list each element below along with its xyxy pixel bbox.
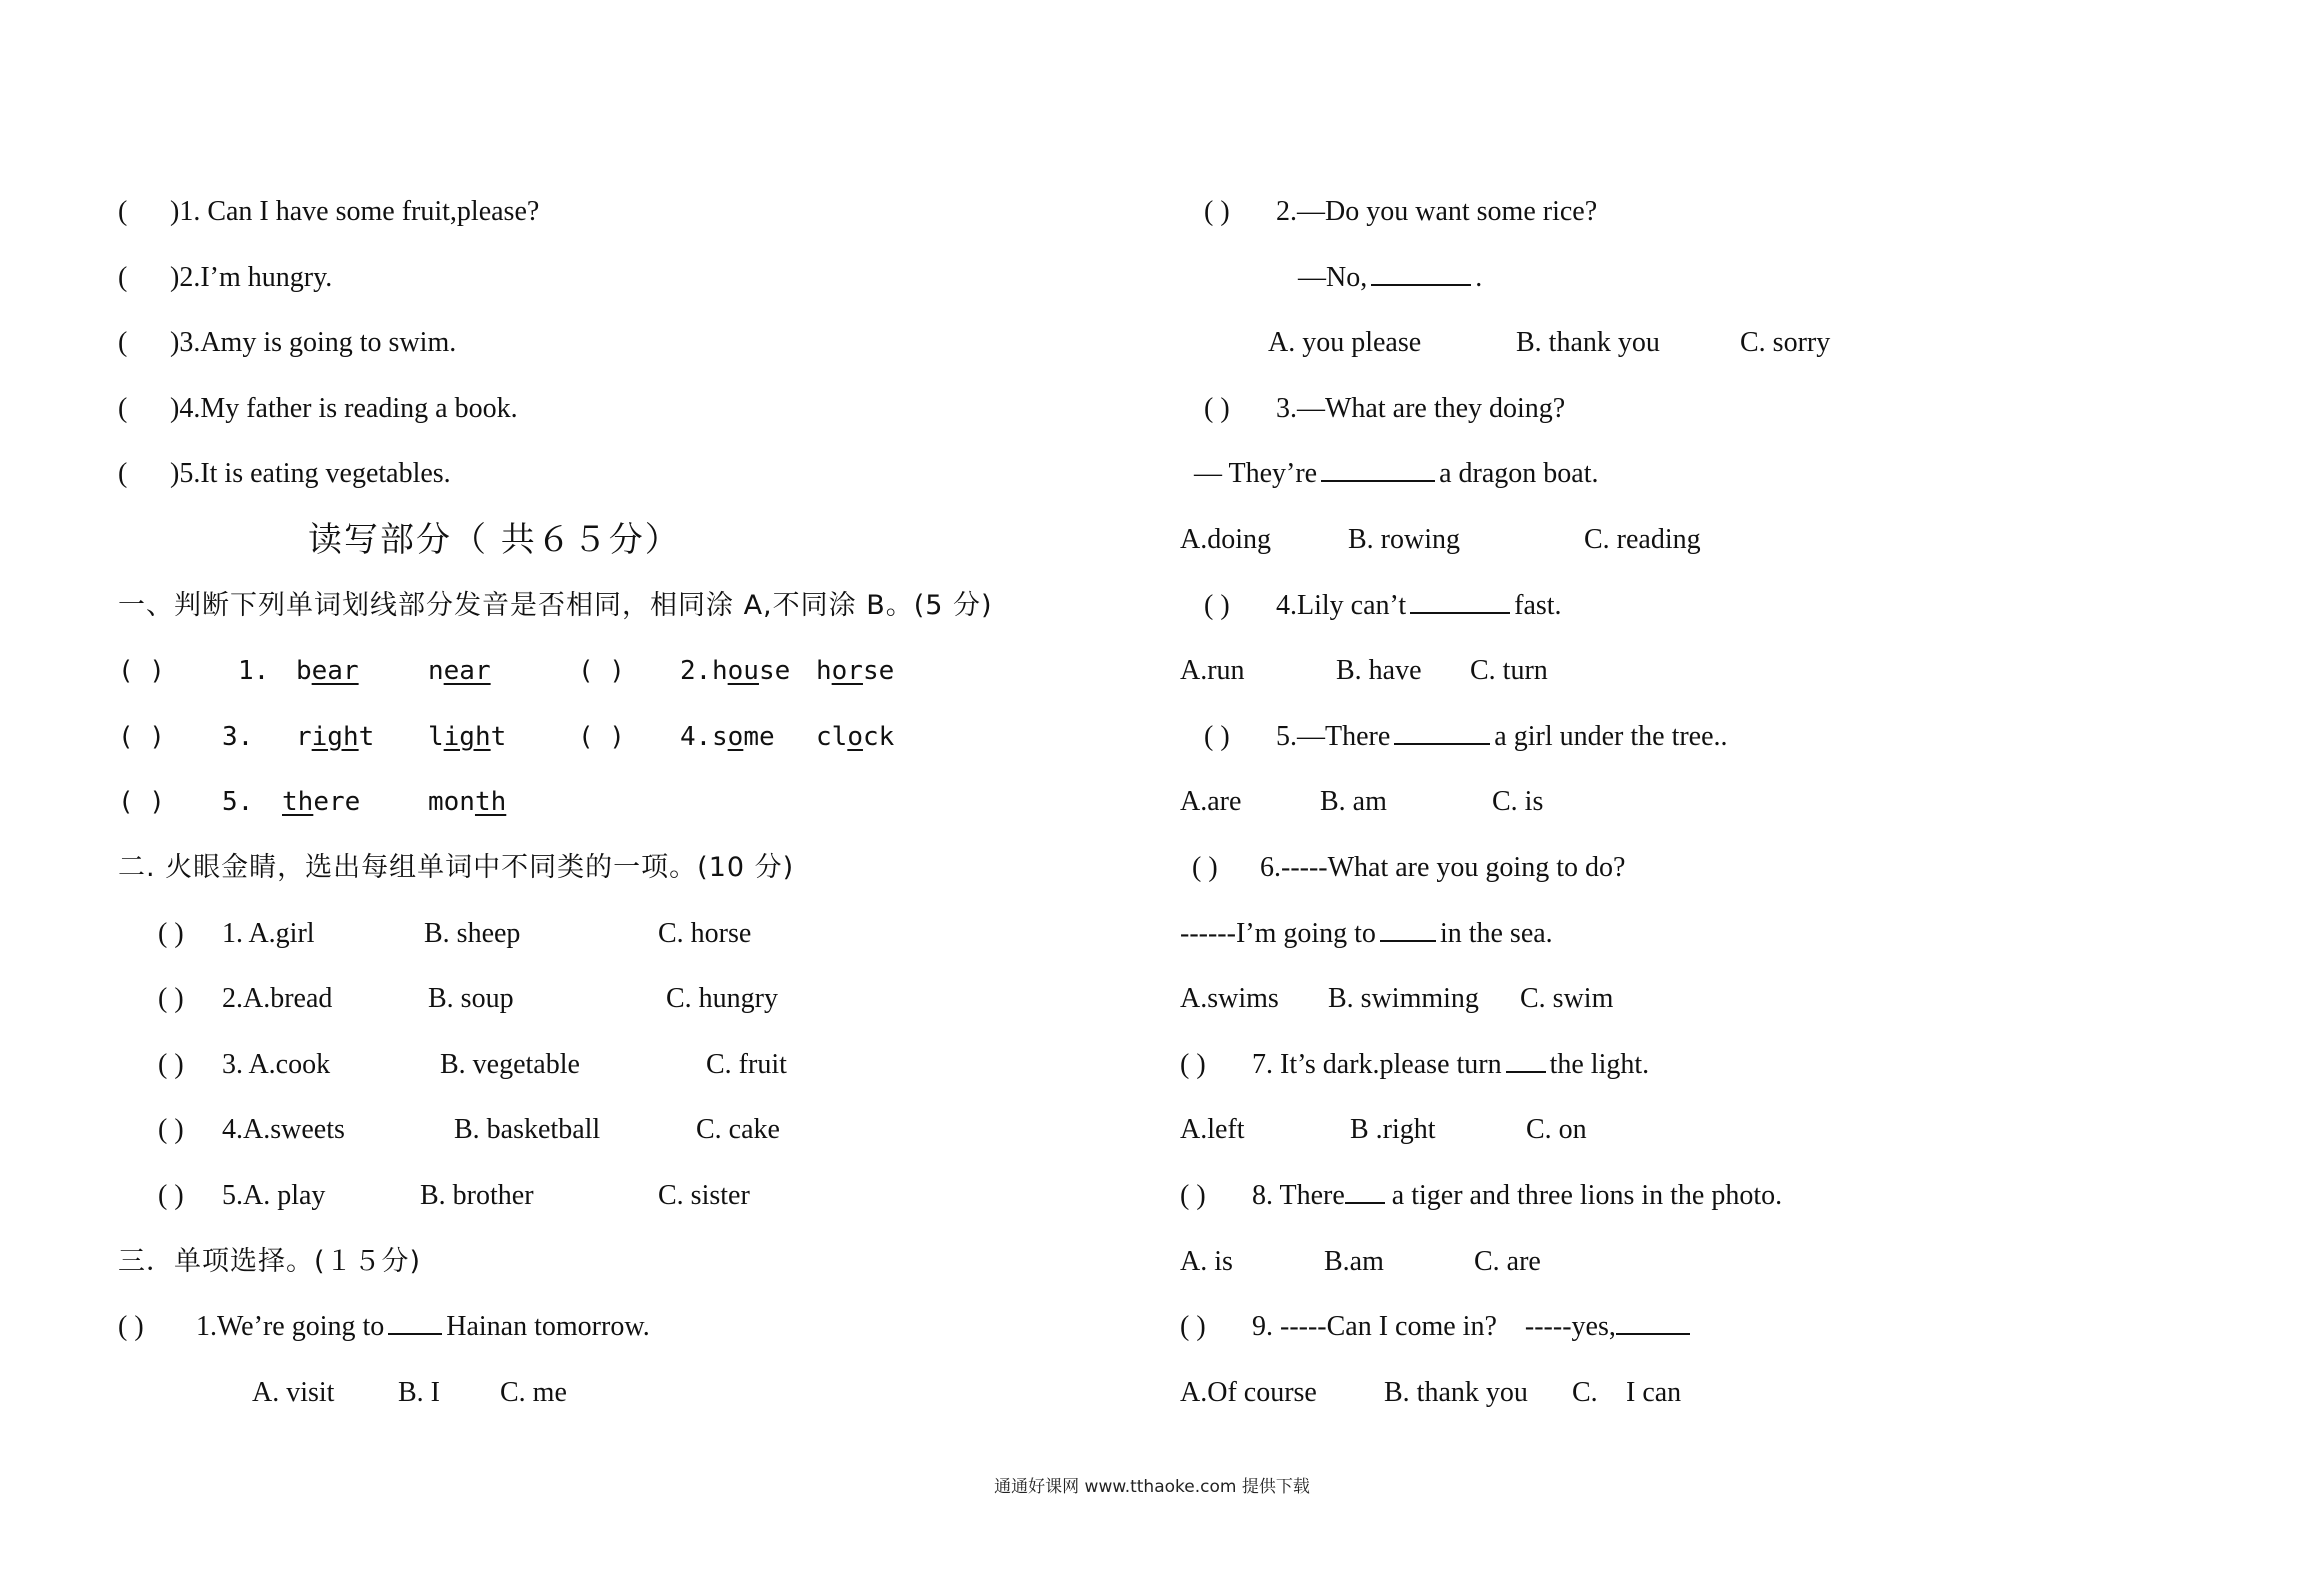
classify-row-3 — [118, 1041, 1128, 1107]
option-b: B. brother — [420, 1179, 534, 1211]
word-clock: clock — [816, 721, 895, 752]
right-column — [1180, 188, 2240, 1434]
option-a: 1. A.girl — [222, 917, 315, 949]
option-c: C. turn — [1470, 655, 1548, 687]
option-b: B. sheep — [424, 917, 521, 949]
option-b: B. swimming — [1328, 983, 1479, 1015]
listening-item-2 — [118, 254, 1128, 320]
answer-paren: ( ) — [158, 917, 184, 949]
pronunciation-row-1 — [118, 647, 1128, 713]
choice-options-7 — [1180, 1106, 2240, 1172]
question-text: 6.-----What are you going to do? — [1260, 851, 1626, 883]
item-number: 1. — [238, 656, 270, 687]
question-text-end: the light. — [1549, 1048, 1650, 1080]
option-b: B. I — [398, 1376, 440, 1408]
option-c: C. fruit — [706, 1048, 787, 1080]
option-b: B. soup — [428, 983, 514, 1015]
answer-paren: ( ) — [158, 1114, 184, 1146]
option-b: B. vegetable — [440, 1048, 580, 1080]
answer-paren: ( ) — [158, 1048, 184, 1080]
word-there: there — [282, 787, 361, 818]
option-a: A.left — [1180, 1114, 1245, 1146]
question-text-end: a girl under the tree.. — [1494, 720, 1728, 752]
choice-options-9 — [1180, 1369, 2240, 1435]
underlined-part: o — [847, 721, 863, 752]
answer-prefix: — They’re — [1194, 458, 1318, 490]
choice-options-1 — [118, 1369, 1128, 1435]
option-a: 4.A.sweets — [222, 1114, 345, 1146]
answer-paren: ( ) — [1180, 1048, 1206, 1080]
question-text: )1. Can I have some fruit,please? — [170, 196, 540, 227]
question-text: )3.Amy is going to swim. — [170, 327, 457, 359]
answer-paren: ( ) — [118, 1311, 144, 1343]
answer-paren: ( ) — [118, 656, 165, 687]
question-text: 1.We’re going to — [196, 1311, 385, 1343]
pronunciation-row-2 — [118, 713, 1128, 779]
listening-item-4 — [118, 385, 1128, 451]
option-c: C. horse — [658, 917, 752, 949]
option-b: B. basketball — [454, 1114, 601, 1146]
option-c: C. swim — [1520, 983, 1614, 1015]
option-c: C. — [1572, 1376, 1598, 1408]
answer-paren: ( ) — [1204, 589, 1230, 621]
answer-line-2 — [1180, 254, 2240, 320]
classify-row-2 — [118, 975, 1128, 1041]
question-text: 9. -----Can I come in? -----yes, — [1252, 1311, 1616, 1343]
answer-blank — [1394, 713, 1490, 745]
answer-paren: ( ) — [118, 721, 165, 752]
word-near: near — [428, 656, 491, 687]
answer-paren: ( — [118, 196, 128, 227]
option-a: A. you please — [1268, 327, 1422, 359]
section-title: 读写部分（ 共６５分） — [308, 519, 681, 560]
choice-options-2 — [1180, 319, 2240, 385]
choice-question-9 — [1180, 1303, 2240, 1369]
answer-paren: ( ) — [1180, 1311, 1206, 1343]
answer-paren: ( ) — [158, 983, 184, 1015]
underlined-part: th — [282, 787, 314, 818]
choice-question-3 — [1180, 385, 2240, 451]
answer-paren: ( — [118, 458, 128, 490]
choice-question-7 — [1180, 1041, 2240, 1107]
item-number: 5. — [222, 787, 254, 818]
choice-question-5 — [1180, 713, 2240, 779]
question-text-end: Hainan tomorrow. — [446, 1311, 650, 1343]
answer-paren: ( ) — [1204, 392, 1230, 424]
word-right: right — [296, 721, 375, 752]
option-c: C. sister — [658, 1179, 750, 1211]
option-b: B. rowing — [1348, 523, 1460, 555]
answer-paren: ( — [118, 392, 128, 424]
option-c: C. hungry — [666, 983, 778, 1015]
option-a: A. is — [1180, 1245, 1233, 1277]
option-a: A.Of course — [1180, 1376, 1317, 1408]
word-house: house — [712, 656, 791, 687]
answer-suffix: a dragon boat. — [1439, 458, 1599, 490]
answer-paren: ( ) — [1204, 196, 1230, 227]
answer-line-6 — [1180, 910, 2240, 976]
answer-blank — [1506, 1041, 1546, 1073]
option-b: B .right — [1350, 1114, 1436, 1146]
option-b: B. have — [1336, 655, 1422, 687]
answer-paren: ( ) — [578, 656, 625, 687]
answer-paren: ( ) — [158, 1179, 184, 1211]
answer-blank — [1345, 1172, 1385, 1204]
choice-options-4 — [1180, 647, 2240, 713]
underlined-part: igh — [443, 721, 491, 752]
answer-paren: ( ) — [1180, 1179, 1206, 1211]
listening-item-1 — [118, 188, 1128, 254]
answer-blank — [388, 1303, 442, 1335]
option-a: A.swims — [1180, 983, 1279, 1015]
choice-question-2 — [1180, 188, 2240, 254]
option-c: C. are — [1474, 1245, 1541, 1277]
word-bear: bear — [296, 656, 359, 687]
question-text: 7. It’s dark.please turn — [1252, 1048, 1502, 1080]
section-2-title: 二. 火眼金睛，选出每组单词中不同类的一项。(10 分) — [118, 851, 795, 883]
option-a: A.run — [1180, 655, 1245, 687]
left-column — [118, 188, 1128, 1434]
answer-prefix: ------I’m going to — [1180, 917, 1376, 949]
underlined-part: o — [727, 721, 744, 752]
footer-watermark: 通通好课网 www.tthaoke.com 提供下载 — [994, 1477, 1310, 1497]
option-c: C. on — [1526, 1114, 1587, 1146]
choice-question-1 — [118, 1303, 1128, 1369]
choice-options-3 — [1180, 516, 2240, 582]
option-a: 3. A.cook — [222, 1048, 331, 1080]
item-number: 3. — [222, 721, 254, 752]
word-some: some — [712, 721, 775, 752]
option-c: C. sorry — [1740, 327, 1831, 359]
underlined-part: igh — [311, 721, 359, 752]
option-c: C. cake — [696, 1114, 780, 1146]
underlined-part: ou — [727, 656, 759, 687]
option-c: C. is — [1492, 786, 1544, 818]
question-text: )5.It is eating vegetables. — [170, 458, 451, 490]
choice-options-8 — [1180, 1238, 2240, 1304]
item-number: 4. — [680, 721, 712, 752]
choice-options-5 — [1180, 778, 2240, 844]
answer-blank — [1321, 450, 1435, 482]
listening-item-3 — [118, 319, 1128, 385]
choice-question-4 — [1180, 582, 2240, 648]
underlined-part: ear — [443, 656, 491, 687]
word-horse: horse — [816, 656, 895, 687]
option-b: B. thank you — [1384, 1376, 1528, 1408]
section-3-title: 三．单项选择。(１５分) — [118, 1245, 422, 1277]
option-a: A.are — [1180, 786, 1242, 818]
question-text: )2.I’m hungry. — [170, 261, 333, 293]
word-month: month — [428, 787, 507, 818]
answer-line-3 — [1180, 450, 2240, 516]
underlined-part: th — [474, 787, 507, 818]
word-light: light — [428, 721, 507, 752]
question-text-end: fast. — [1514, 589, 1562, 621]
option-a: A.doing — [1180, 523, 1271, 555]
answer-paren: ( ) — [1204, 720, 1230, 752]
question-text: 8. There — [1252, 1179, 1345, 1211]
option-a: A. visit — [252, 1376, 335, 1408]
option-a: 2.A.bread — [222, 983, 333, 1015]
option-b: B. am — [1320, 786, 1387, 818]
question-text-end: a tiger and three lions in the photo. — [1391, 1179, 1783, 1211]
pronunciation-row-3 — [118, 778, 1128, 844]
answer-paren: ( ) — [118, 787, 165, 818]
question-text: )4.My father is reading a book. — [170, 392, 518, 424]
option-b: B. thank you — [1516, 327, 1660, 359]
listening-item-5 — [118, 450, 1128, 516]
answer-blank — [1380, 910, 1436, 942]
classify-row-5 — [118, 1172, 1128, 1238]
option-c: C. me — [500, 1376, 567, 1408]
answer-blank — [1371, 254, 1471, 286]
answer-blank — [1410, 582, 1510, 614]
section-1-title: 一、判断下列单词划线部分发音是否相同，相同涂 A,不同涂 B。(5 分) — [118, 589, 993, 621]
item-number: 2. — [680, 656, 712, 687]
choice-question-8 — [1180, 1172, 2240, 1238]
question-text: 4.Lily can’t — [1276, 589, 1407, 621]
option-c-text: I can — [1626, 1376, 1682, 1408]
question-text: 5.—There — [1276, 720, 1391, 752]
choice-options-6 — [1180, 975, 2240, 1041]
option-c: C. reading — [1584, 523, 1701, 555]
answer-paren: ( ) — [1192, 851, 1218, 883]
option-a: 5.A. play — [222, 1179, 326, 1211]
choice-question-6 — [1180, 844, 2240, 910]
answer-suffix: in the sea. — [1439, 917, 1553, 949]
classify-row-1 — [118, 910, 1128, 976]
answer-paren: ( ) — [578, 721, 625, 752]
answer-suffix: . — [1475, 261, 1483, 293]
question-text: 2.—Do you want some rice? — [1276, 196, 1598, 227]
answer-paren: ( — [118, 261, 128, 293]
question-text: 3.—What are they doing? — [1276, 392, 1566, 424]
classify-row-4 — [118, 1106, 1128, 1172]
answer-prefix: —No, — [1298, 261, 1368, 293]
underlined-part: or — [831, 656, 863, 687]
answer-paren: ( — [118, 327, 128, 359]
answer-blank — [1616, 1303, 1690, 1335]
option-b: B.am — [1324, 1245, 1384, 1277]
underlined-part: ear — [311, 656, 359, 687]
